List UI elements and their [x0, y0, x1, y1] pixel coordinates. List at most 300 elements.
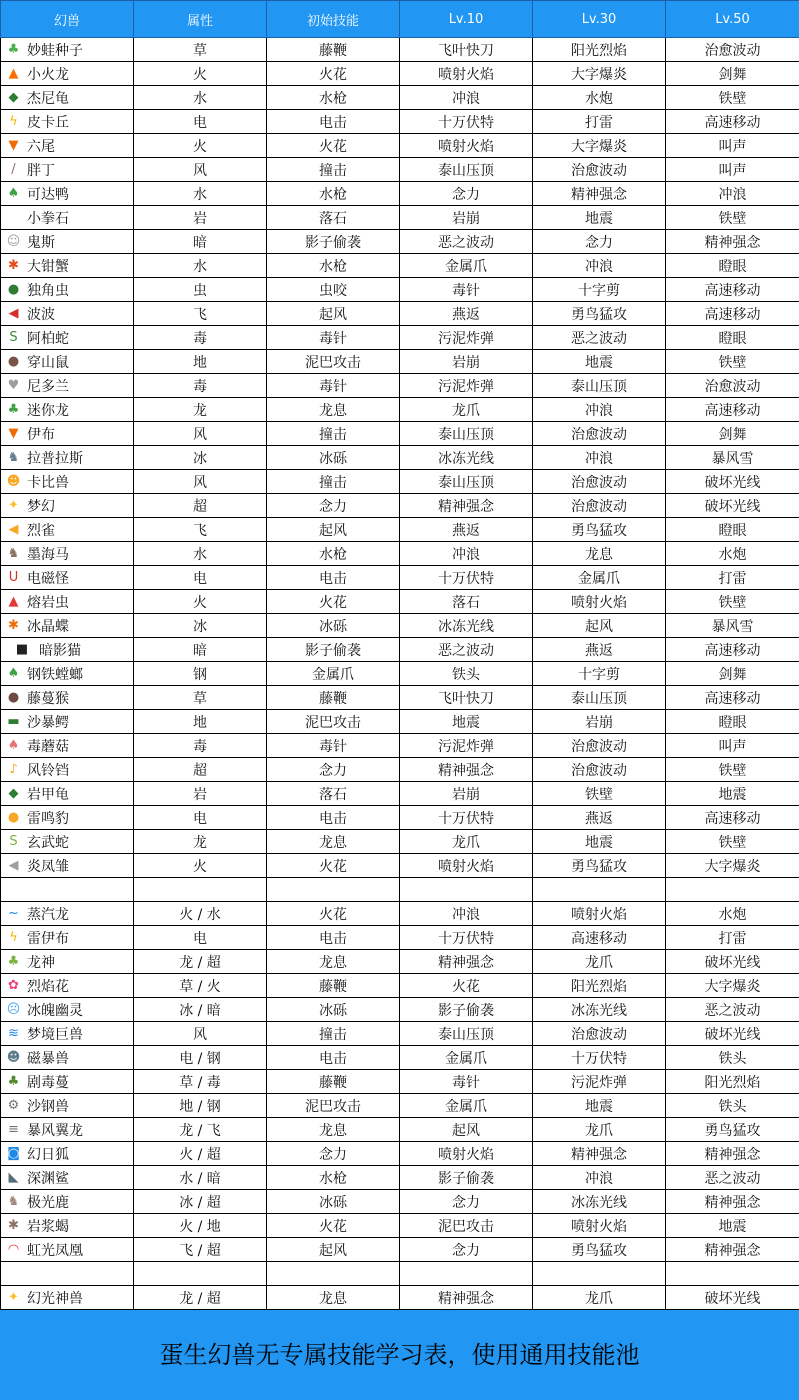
- type-cell: 电: [134, 926, 267, 950]
- lv30-cell: 燕返: [533, 806, 666, 830]
- table-row: [1, 374, 799, 398]
- table-row: [1, 1046, 799, 1070]
- lv50-cell: 铁壁: [666, 350, 799, 374]
- start-skill-cell: 撞击: [267, 470, 400, 494]
- beast-name: 梦境巨兽: [27, 1026, 83, 1043]
- type-cell: 暗: [134, 230, 267, 254]
- lv50-cell: 地震: [666, 1214, 799, 1238]
- table-row: [1, 974, 799, 998]
- start-skill-cell: 泥巴攻击: [267, 1094, 400, 1118]
- type-cell: 水: [134, 86, 267, 110]
- beast-name-cell: [1, 614, 134, 638]
- type-cell: 草: [134, 686, 267, 710]
- type-cell: 冰: [134, 446, 267, 470]
- lv10-cell: 金属爪: [400, 1046, 533, 1070]
- dragon-icon: ♣: [7, 954, 20, 969]
- beast-name: 小拳石: [27, 210, 69, 227]
- start-skill-cell: 虫咬: [267, 278, 400, 302]
- beast-name: 妙蛙种子: [27, 42, 83, 59]
- beast-name: 暗影猫: [39, 642, 81, 659]
- lv10-cell: 念力: [400, 182, 533, 206]
- lv50-cell: 破坏光线: [666, 950, 799, 974]
- lv50-cell: 大字爆炎: [666, 974, 799, 998]
- start-skill-cell: 毒针: [267, 326, 400, 350]
- beast-name: 可达鸭: [27, 186, 69, 203]
- beast-name-cell: [1, 1022, 134, 1046]
- lv10-cell: 冲浪: [400, 902, 533, 926]
- type-cell: 水 / 暗: [134, 1166, 267, 1190]
- lv50-cell: 铁壁: [666, 830, 799, 854]
- type-cell: 火: [134, 590, 267, 614]
- beast-name: 冰晶蝶: [27, 618, 69, 635]
- start-skill-cell: 藤鞭: [267, 686, 400, 710]
- lv10-cell: 污泥炸弹: [400, 326, 533, 350]
- start-skill-cell: 影子偷袭: [267, 638, 400, 662]
- lv50-cell: 瞪眼: [666, 518, 799, 542]
- type-cell: 冰 / 超: [134, 1190, 267, 1214]
- lv30-cell: 金属爪: [533, 566, 666, 590]
- start-skill-cell: 冰砾: [267, 446, 400, 470]
- lv10-cell: 毒针: [400, 278, 533, 302]
- lv30-cell: 精神强念: [533, 1142, 666, 1166]
- lv30-cell: 治愈波动: [533, 470, 666, 494]
- beast-name-cell: [1, 182, 134, 206]
- start-skill-cell: 电击: [267, 566, 400, 590]
- lv30-cell: 地震: [533, 350, 666, 374]
- beast-name: 烈雀: [27, 522, 55, 539]
- lv10-cell: 影子偷袭: [400, 1166, 533, 1190]
- beast-name-cell: [1, 1286, 134, 1310]
- microphone-icon: /: [11, 162, 16, 177]
- table-row: [1, 1166, 799, 1190]
- table-row: [1, 278, 799, 302]
- start-skill-cell: 落石: [267, 782, 400, 806]
- beast-name-cell: [1, 1190, 134, 1214]
- table-row: [1, 758, 799, 782]
- lv30-cell: 龙息: [533, 542, 666, 566]
- type-cell: 冰 / 暗: [134, 998, 267, 1022]
- rabbit-icon: ♥: [7, 378, 20, 393]
- lv30-cell: 大字爆炎: [533, 62, 666, 86]
- type-cell: 火 / 超: [134, 1142, 267, 1166]
- beast-name: 蒸汽龙: [27, 906, 69, 923]
- beast-name: 磁暴兽: [27, 1050, 69, 1067]
- beast-name: 暴风翼龙: [27, 1122, 83, 1139]
- start-skill-cell: 火花: [267, 1214, 400, 1238]
- beast-name-cell: [1, 1214, 134, 1238]
- tornado-icon: ≡: [8, 1122, 19, 1137]
- type-cell: 电 / 钢: [134, 1046, 267, 1070]
- beast-name-cell: [1, 1070, 134, 1094]
- empty-cell: [400, 1262, 533, 1286]
- beast-name-cell: [1, 110, 134, 134]
- type-cell: 毒: [134, 734, 267, 758]
- lv10-cell: 污泥炸弹: [400, 734, 533, 758]
- lv30-cell: 喷射火焰: [533, 1214, 666, 1238]
- start-skill-cell: 毒针: [267, 374, 400, 398]
- lv50-cell: 高速移动: [666, 110, 799, 134]
- lv10-cell: 精神强念: [400, 950, 533, 974]
- lv50-cell: 恶之波动: [666, 998, 799, 1022]
- lv10-cell: 精神强念: [400, 758, 533, 782]
- table-row: [1, 662, 799, 686]
- empty-cell: [134, 1262, 267, 1286]
- mushroom-icon: ♠: [7, 738, 20, 753]
- beast-name-cell: [1, 326, 134, 350]
- lv10-cell: 喷射火焰: [400, 854, 533, 878]
- start-skill-cell: 影子偷袭: [267, 230, 400, 254]
- table-row: [1, 710, 799, 734]
- beast-name: 沙钢兽: [27, 1098, 69, 1115]
- beast-name-cell: [1, 470, 134, 494]
- lv10-cell: 影子偷袭: [400, 998, 533, 1022]
- lv30-cell: 打雷: [533, 110, 666, 134]
- type-cell: 飞 / 超: [134, 1238, 267, 1262]
- lv10-cell: 地震: [400, 710, 533, 734]
- deer-icon: ♞: [7, 1194, 20, 1209]
- empty-cell: [666, 1262, 799, 1286]
- lv30-cell: 治愈波动: [533, 494, 666, 518]
- bird-icon: ◀: [8, 306, 19, 321]
- lv50-cell: 瞪眼: [666, 326, 799, 350]
- lv30-cell: 岩崩: [533, 710, 666, 734]
- table-row: [1, 518, 799, 542]
- lv50-cell: 瞪眼: [666, 254, 799, 278]
- beast-name: 小火龙: [27, 66, 69, 83]
- horse-icon: ♞: [7, 546, 20, 561]
- hedgehog-icon: ●: [7, 354, 20, 369]
- type-cell: 龙: [134, 830, 267, 854]
- lv10-cell: 起风: [400, 1118, 533, 1142]
- start-skill-cell: 电击: [267, 806, 400, 830]
- beast-name: 玄武蛇: [27, 834, 69, 851]
- lv10-cell: 泰山压顶: [400, 422, 533, 446]
- start-skill-cell: 火花: [267, 854, 400, 878]
- type-cell: 电: [134, 806, 267, 830]
- beast-name: 伊布: [27, 426, 55, 443]
- beast-name: 卡比兽: [27, 474, 69, 491]
- beast-name: 独角虫: [27, 282, 69, 299]
- start-skill-cell: 念力: [267, 494, 400, 518]
- beast-name: 皮卡丘: [27, 114, 69, 131]
- start-skill-cell: 撞击: [267, 1022, 400, 1046]
- dinosaur-icon: ♞: [7, 450, 20, 465]
- beast-name-cell: [1, 230, 134, 254]
- beast-name: 极光鹿: [27, 1194, 69, 1211]
- table-row: [1, 686, 799, 710]
- type-cell: 草: [134, 38, 267, 62]
- lv50-cell: 瞪眼: [666, 710, 799, 734]
- type-cell: 草 / 毒: [134, 1070, 267, 1094]
- wave-icon: ~: [8, 906, 19, 921]
- beast-name-cell: [1, 758, 134, 782]
- type-cell: 地: [134, 350, 267, 374]
- beast-name-cell: [1, 446, 134, 470]
- beast-name: 幻光神兽: [27, 1290, 83, 1307]
- start-skill-cell: 起风: [267, 1238, 400, 1262]
- table-row: [1, 590, 799, 614]
- table-row: [1, 1214, 799, 1238]
- dove-icon: ◀: [8, 858, 19, 873]
- type-cell: 毒: [134, 326, 267, 350]
- lv10-cell: 十万伏特: [400, 806, 533, 830]
- fox-icon: ▼: [8, 138, 19, 153]
- lv30-cell: 治愈波动: [533, 158, 666, 182]
- lv10-cell: 冰冻光线: [400, 614, 533, 638]
- beast-name-cell: [1, 854, 134, 878]
- lv30-cell: 治愈波动: [533, 734, 666, 758]
- type-cell: 风: [134, 422, 267, 446]
- beast-name: 虹光凤凰: [27, 1242, 83, 1259]
- start-skill-cell: 水枪: [267, 254, 400, 278]
- beast-name-cell: [1, 398, 134, 422]
- type-cell: 火 / 地: [134, 1214, 267, 1238]
- type-cell: 地 / 钢: [134, 1094, 267, 1118]
- type-cell: 电: [134, 566, 267, 590]
- type-cell: 水: [134, 542, 267, 566]
- type-cell: 岩: [134, 206, 267, 230]
- lv30-cell: 治愈波动: [533, 1022, 666, 1046]
- beast-name: 毒蘑菇: [27, 738, 69, 755]
- lv50-cell: 叫声: [666, 134, 799, 158]
- robot-face-icon: ☻: [6, 1050, 21, 1065]
- beast-name-cell: [1, 710, 134, 734]
- beast-name-cell: [1, 998, 134, 1022]
- beast-name-cell: [1, 638, 134, 662]
- table-row: [1, 1190, 799, 1214]
- lv10-cell: 金属爪: [400, 1094, 533, 1118]
- type-cell: 飞: [134, 518, 267, 542]
- lv30-cell: 勇鸟猛攻: [533, 1238, 666, 1262]
- beast-name: 幻日狐: [27, 1146, 69, 1163]
- crocodile-icon: ▬: [7, 714, 20, 729]
- lv10-cell: 飞叶快刀: [400, 38, 533, 62]
- beast-name-cell: [1, 134, 134, 158]
- sparkle-icon: ✦: [8, 1290, 19, 1305]
- beast-name-cell: [1, 1238, 134, 1262]
- start-skill-cell: 火花: [267, 134, 400, 158]
- lv50-cell: 暴风雪: [666, 446, 799, 470]
- lv10-cell: 十万伏特: [400, 110, 533, 134]
- table-row: [1, 350, 799, 374]
- lv50-cell: 铁头: [666, 1046, 799, 1070]
- start-skill-cell: 毒针: [267, 734, 400, 758]
- beast-name: 风铃铛: [27, 762, 69, 779]
- type-cell: 龙 / 超: [134, 950, 267, 974]
- leopard-icon: ●: [7, 810, 20, 825]
- beast-name: 藤蔓猴: [27, 690, 69, 707]
- lv10-cell: 念力: [400, 1238, 533, 1262]
- type-cell: 火: [134, 854, 267, 878]
- lv30-cell: 龙爪: [533, 950, 666, 974]
- start-skill-cell: 撞击: [267, 422, 400, 446]
- beast-name-cell: [1, 974, 134, 998]
- beast-name-cell: [1, 158, 134, 182]
- lv10-cell: 喷射火焰: [400, 1142, 533, 1166]
- start-skill-cell: 龙息: [267, 398, 400, 422]
- table-row: [1, 854, 799, 878]
- lv30-cell: 泰山压顶: [533, 374, 666, 398]
- beast-name: 雷伊布: [27, 930, 69, 947]
- lv30-cell: 地震: [533, 1094, 666, 1118]
- type-cell: 地: [134, 710, 267, 734]
- type-cell: 草 / 火: [134, 974, 267, 998]
- empty-cell: [267, 1262, 400, 1286]
- lv30-cell: 冲浪: [533, 398, 666, 422]
- beast-name-cell: [1, 254, 134, 278]
- table-row: [1, 398, 799, 422]
- start-skill-cell: 藤鞭: [267, 974, 400, 998]
- empty-cell: [134, 878, 267, 902]
- flower-icon: ✿: [8, 978, 19, 993]
- lv10-cell: 燕返: [400, 302, 533, 326]
- table-row: [1, 182, 799, 206]
- lv50-cell: 精神强念: [666, 1190, 799, 1214]
- beast-name-cell: [1, 86, 134, 110]
- lv50-cell: 铁壁: [666, 206, 799, 230]
- lightning-icon: ϟ: [9, 114, 18, 129]
- start-skill-cell: 电击: [267, 1046, 400, 1070]
- lv10-cell: 恶之波动: [400, 230, 533, 254]
- beast-name-cell: [1, 278, 134, 302]
- lv50-cell: 高速移动: [666, 638, 799, 662]
- beast-name-cell: [1, 686, 134, 710]
- table-row: [1, 806, 799, 830]
- table-row: [1, 1070, 799, 1094]
- lv30-cell: 铁壁: [533, 782, 666, 806]
- lv50-cell: 打雷: [666, 926, 799, 950]
- type-cell: 龙: [134, 398, 267, 422]
- lv30-cell: 治愈波动: [533, 422, 666, 446]
- lv50-cell: 恶之波动: [666, 1166, 799, 1190]
- footer-note: 蛋生幻兽无专属技能学习表，使用通用技能池: [159, 1341, 640, 1369]
- beast-name-cell: [1, 1118, 134, 1142]
- lv30-cell: 大字爆炎: [533, 134, 666, 158]
- lv50-cell: 地震: [666, 782, 799, 806]
- beast-name: 鬼斯: [27, 234, 55, 251]
- lv10-cell: 龙爪: [400, 830, 533, 854]
- beast-name-cell: [1, 350, 134, 374]
- lv10-cell: 喷射火焰: [400, 62, 533, 86]
- type-cell: 风: [134, 470, 267, 494]
- turtle-icon: ◆: [8, 786, 19, 801]
- empty-cell: [533, 878, 666, 902]
- beast-name-cell: [1, 1046, 134, 1070]
- type-cell: 风: [134, 1022, 267, 1046]
- lv50-cell: 治愈波动: [666, 374, 799, 398]
- lv50-cell: 水炮: [666, 542, 799, 566]
- lv30-cell: 地震: [533, 830, 666, 854]
- lv30-cell: 冲浪: [533, 1166, 666, 1190]
- beast-name-cell: [1, 494, 134, 518]
- table-row: [1, 950, 799, 974]
- black-cat-icon: ■: [15, 642, 29, 657]
- shark-icon: ◣: [8, 1170, 19, 1185]
- beast-name: 炎凤雏: [27, 858, 69, 875]
- start-skill-cell: 龙息: [267, 830, 400, 854]
- table-row: [1, 254, 799, 278]
- bird-icon: ◀: [8, 522, 19, 537]
- magnet-icon: U: [8, 570, 19, 585]
- lv10-cell: 冰冻光线: [400, 446, 533, 470]
- beast-name: 胖丁: [27, 162, 55, 179]
- snake-icon: S: [9, 834, 18, 849]
- beast-name: 拉普拉斯: [27, 450, 83, 467]
- beast-name-cell: [1, 926, 134, 950]
- lv10-cell: 铁头: [400, 662, 533, 686]
- group-separator-row: [1, 878, 799, 902]
- type-cell: 电: [134, 110, 267, 134]
- type-cell: 火: [134, 62, 267, 86]
- lv30-cell: 阳光烈焰: [533, 974, 666, 998]
- lv30-cell: 十万伏特: [533, 1046, 666, 1070]
- header-beast: 幻兽: [1, 1, 134, 38]
- header-row: [1, 1, 799, 38]
- beast-name: 穿山鼠: [27, 354, 69, 371]
- table-row: [1, 734, 799, 758]
- lv10-cell: 落石: [400, 590, 533, 614]
- flame-icon: ▲: [8, 66, 19, 81]
- type-cell: 超: [134, 494, 267, 518]
- lv10-cell: 精神强念: [400, 1286, 533, 1310]
- empty-cell: [1, 1262, 134, 1286]
- lv50-cell: 剑舞: [666, 422, 799, 446]
- table-row: [1, 326, 799, 350]
- beast-name-cell: [1, 734, 134, 758]
- empty-cell: [666, 878, 799, 902]
- type-cell: 飞: [134, 302, 267, 326]
- lv30-cell: 泰山压顶: [533, 686, 666, 710]
- footer-banner: [0, 1310, 799, 1400]
- lv10-cell: 岩崩: [400, 206, 533, 230]
- type-cell: 毒: [134, 374, 267, 398]
- start-skill-cell: 金属爪: [267, 662, 400, 686]
- gear-icon: ⚙: [7, 1098, 20, 1113]
- sleepy-face-icon: ☻: [6, 474, 21, 489]
- beast-name: 墨海马: [27, 546, 69, 563]
- lv50-cell: 铁头: [666, 1094, 799, 1118]
- lv50-cell: 铁壁: [666, 758, 799, 782]
- lv30-cell: 恶之波动: [533, 326, 666, 350]
- beast-name-cell: [1, 1166, 134, 1190]
- lv30-cell: 污泥炸弹: [533, 1070, 666, 1094]
- lv30-cell: 地震: [533, 206, 666, 230]
- turtle-icon: ◆: [8, 90, 19, 105]
- table-row: [1, 998, 799, 1022]
- table-row: [1, 926, 799, 950]
- lv30-cell: 勇鸟猛攻: [533, 518, 666, 542]
- start-skill-cell: 电击: [267, 926, 400, 950]
- start-skill-cell: 泥巴攻击: [267, 710, 400, 734]
- table-row: [1, 470, 799, 494]
- table-row: [1, 494, 799, 518]
- start-skill-cell: 龙息: [267, 1286, 400, 1310]
- lv50-cell: 破坏光线: [666, 470, 799, 494]
- lv10-cell: 毒针: [400, 1070, 533, 1094]
- lv50-cell: 精神强念: [666, 230, 799, 254]
- empty-cell: [533, 1262, 666, 1286]
- lv30-cell: 念力: [533, 230, 666, 254]
- table-row: [1, 422, 799, 446]
- table-row: [1, 1022, 799, 1046]
- start-skill-cell: 冰砾: [267, 998, 400, 1022]
- lv10-cell: 岩崩: [400, 350, 533, 374]
- beast-name-cell: [1, 1142, 134, 1166]
- start-skill-cell: 藤鞭: [267, 38, 400, 62]
- beast-name-cell: [1, 374, 134, 398]
- beast-name-cell: [1, 302, 134, 326]
- lv50-cell: 高速移动: [666, 686, 799, 710]
